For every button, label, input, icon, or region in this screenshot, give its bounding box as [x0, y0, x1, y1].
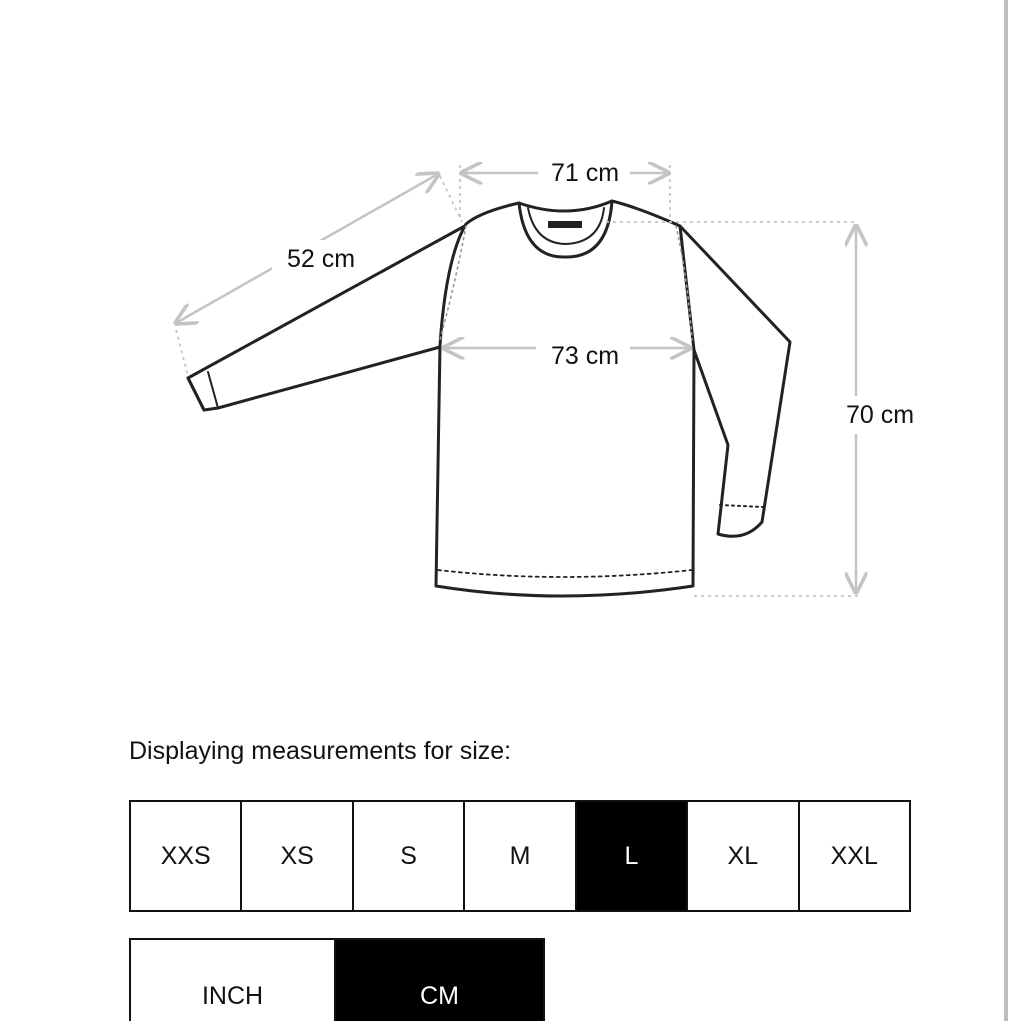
chest-measurement: 73 cm	[550, 342, 620, 370]
neck-label	[548, 221, 582, 228]
size-prompt: Displaying measurements for size:	[129, 737, 512, 765]
size-option-l[interactable]: L	[577, 802, 688, 910]
unit-option-inch[interactable]: INCH	[131, 940, 336, 1021]
size-selector	[129, 800, 911, 912]
shoulder-measurement: 71 cm	[550, 159, 620, 187]
sleeve-measurement: 52 cm	[286, 245, 356, 273]
length-measurement: 70 cm	[845, 401, 915, 429]
unit-selector	[129, 938, 545, 1021]
sweater-body	[436, 201, 695, 596]
size-option-m[interactable]: M	[465, 802, 576, 910]
size-option-xxl[interactable]: XXL	[800, 802, 909, 910]
size-option-xxs[interactable]: XXS	[131, 802, 242, 910]
size-option-xs[interactable]: XS	[242, 802, 353, 910]
size-option-xl[interactable]: XL	[688, 802, 799, 910]
panel-right-border	[1004, 0, 1008, 1021]
unit-option-cm[interactable]: CM	[336, 940, 543, 1021]
right-sleeve	[680, 226, 790, 536]
size-option-s[interactable]: S	[354, 802, 465, 910]
